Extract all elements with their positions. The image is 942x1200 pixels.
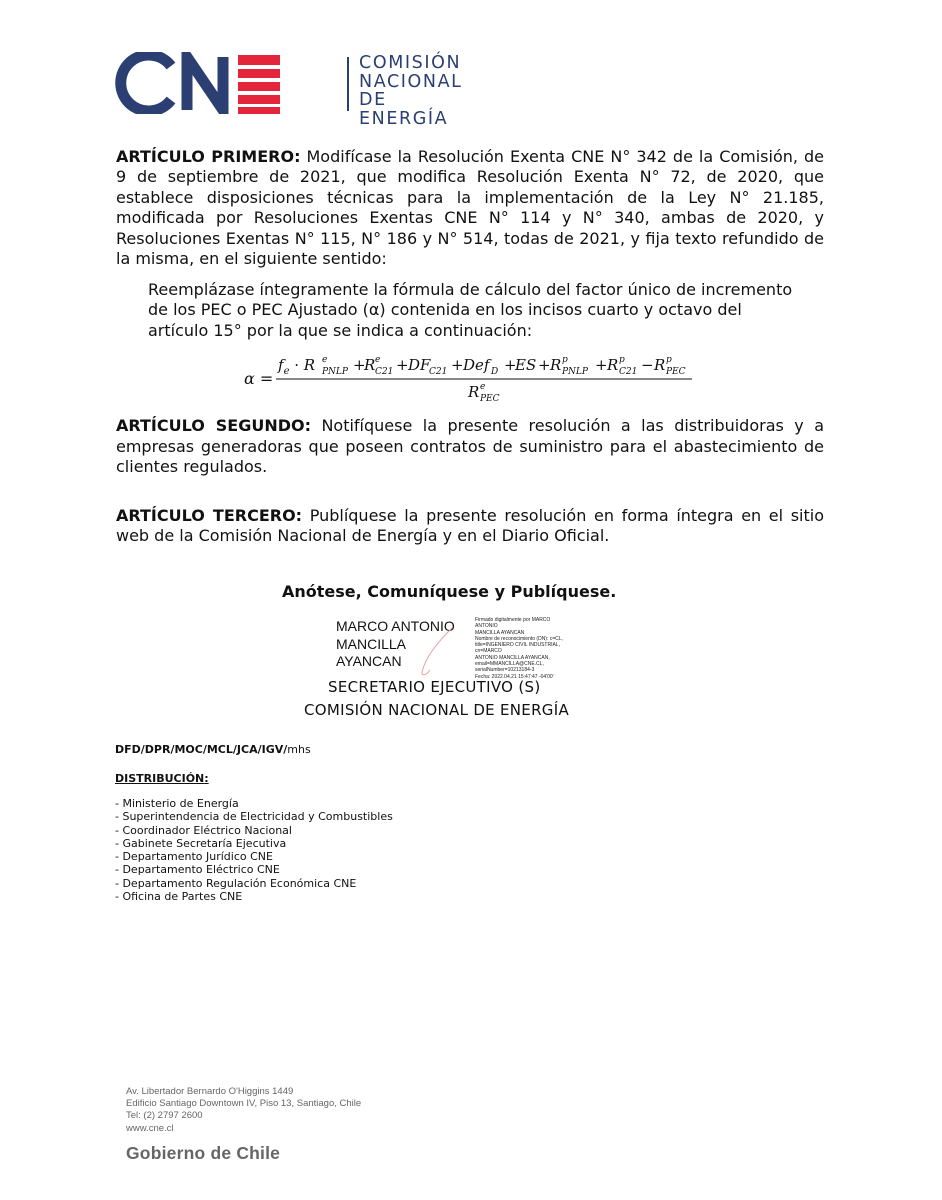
svg-text:PNLP: PNLP xyxy=(562,367,588,377)
svg-text:+: + xyxy=(396,356,409,374)
signature-stroke-icon xyxy=(418,626,458,678)
articulo-tercero xyxy=(116,506,824,547)
svg-text:ES: ES xyxy=(515,356,537,374)
reference-initials: DFD/DPR/MOC/MCL/JCA/IGV/mhs xyxy=(115,743,311,756)
svg-text:fe · R: $f_e \cdot R$ xyxy=(278,356,316,377)
svg-text:+: + xyxy=(595,356,608,374)
svg-text:p: p xyxy=(562,355,568,365)
list-item: - Departamento Eléctrico CNE xyxy=(115,863,280,877)
svg-text:R: R xyxy=(607,356,619,374)
formula-intro: Reemplázase íntegramente la fórmula de cálculo del factor único de incremento de los PEC o PEC Ajustado (α) contenida en los incisos cuarto y octavo del artículo 15° por la que se indica a continuación: xyxy=(148,280,793,340)
logo-divider xyxy=(347,57,349,111)
svg-text:PEC: PEC xyxy=(666,367,686,377)
articulo-primero-text: Modifícase la Resolución Exenta CNE N° 342 de la Comisión, de 9 de septiembre de 2021, que modifica Resolución Exenta N° 72, de 2020, que establece disposiciones técnicas para la implementación de la Ley N° 21.185, modificada por Resoluciones Exentas CNE N° 114 y N° 340, ambas de 2020, y Resoluciones Exentas N° 115, N° 186 y N° 514, todas de 2021, y fija texto refundido de la misma, en el siguiente sentido: xyxy=(116,147,824,269)
signer-organization: COMISIÓN NACIONAL DE ENERGÍA xyxy=(304,701,570,719)
closing-formula: Anótese, Comuníquese y Publíquese. xyxy=(282,582,617,601)
articulo-segundo-text: Notifíquese la presente resolución a las distribuidoras y a empresas generadoras que poseen contratos de suministro para el abastecimiento de clientes regulados. xyxy=(116,416,824,477)
svg-text:p: p xyxy=(619,355,625,365)
svg-text:e: e xyxy=(375,355,381,365)
articulo-primero xyxy=(116,147,824,269)
svg-text:e: e xyxy=(322,355,328,365)
list-item: - Departamento Regulación Económica CNE xyxy=(115,876,357,890)
svg-text:DF: DF xyxy=(408,356,431,374)
svg-text:R: R xyxy=(550,356,562,374)
svg-text:PEC: PEC xyxy=(480,394,500,404)
distribution-list xyxy=(115,797,393,903)
signer-title: SECRETARIO EJECUTIVO (S) xyxy=(328,678,541,696)
svg-text:C21: C21 xyxy=(429,367,448,377)
svg-text:+: + xyxy=(504,356,517,374)
articulo-segundo-label: ARTÍCULO SEGUNDO: xyxy=(116,416,311,435)
list-item: - Ministerio de Energía xyxy=(115,797,239,810)
svg-text:R: R xyxy=(468,383,480,401)
svg-text:C21: C21 xyxy=(619,367,638,377)
list-item: - Superintendencia de Electricidad y Combustibles xyxy=(115,810,393,824)
svg-text:Def: Def xyxy=(463,356,490,374)
svg-text:p: p xyxy=(666,355,672,365)
list-item: - Gabinete Secretaría Ejecutiva xyxy=(115,836,287,850)
svg-text:e: e xyxy=(480,382,486,392)
svg-text:D: D xyxy=(491,367,499,377)
logo-wordmark: COMISIÓN NACIONAL DE ENERGÍA xyxy=(359,53,463,129)
svg-text:+: + xyxy=(353,356,366,374)
list-item: - Departamento Jurídico CNE xyxy=(115,850,273,864)
signature-details: Firmado digitalmente por MARCO ANTONIO MANCILLA AYANCAN Nombre de reconocimiento (DN): c=CL, title=INGENIERO CIVIL INDUSTRIAL, cn=MARCO ANTONIO MANCILLA AYANCAN, email=MMANCILLA@CNE.CL, serialNumber=10213184-3 Fecha: 2022.04.21 15:47:47 -04'00' xyxy=(475,617,563,680)
svg-text:R: R xyxy=(654,356,666,374)
list-item: - Coordinador Eléctrico Nacional xyxy=(115,823,292,837)
formula-denominator xyxy=(467,382,500,404)
svg-text:+: + xyxy=(538,356,551,374)
formula-lhs: α = xyxy=(244,369,274,388)
articulo-primero-label: ARTÍCULO PRIMERO: xyxy=(116,147,301,166)
svg-text:+: + xyxy=(451,356,464,374)
svg-text:PNLP: PNLP xyxy=(322,367,348,377)
svg-text:−: − xyxy=(641,356,654,374)
articulo-segundo xyxy=(116,416,824,478)
footer-address: Av. Libertador Bernardo O'Higgins 1449 Edificio Santiago Downtown IV, Piso 13, Santiago, Chile Tel: (2) 2797 2600 www.cne.cl xyxy=(126,1086,362,1134)
list-item: - Oficina de Partes CNE xyxy=(115,890,243,904)
signature-name: MARCO ANTONIO MANCILLA AYANCAN xyxy=(336,618,455,669)
cne-logo-mark xyxy=(113,52,343,114)
articulo-tercero-text: Publíquese la presente resolución en forma íntegra en el sitio web de la Comisión Nacional de Energía y en el Diario Oficial. xyxy=(116,506,825,546)
svg-text:C21: C21 xyxy=(375,367,394,377)
cne-logo xyxy=(113,52,463,129)
formula-numerator xyxy=(277,355,686,377)
gobierno-de-chile-wordmark: Gobierno de Chile xyxy=(126,1143,281,1163)
svg-text:R: R xyxy=(364,356,376,374)
distribution-heading: DISTRIBUCIÓN: xyxy=(115,772,209,785)
alpha-formula xyxy=(240,350,700,406)
articulo-tercero-label: ARTÍCULO TERCERO: xyxy=(116,506,303,525)
